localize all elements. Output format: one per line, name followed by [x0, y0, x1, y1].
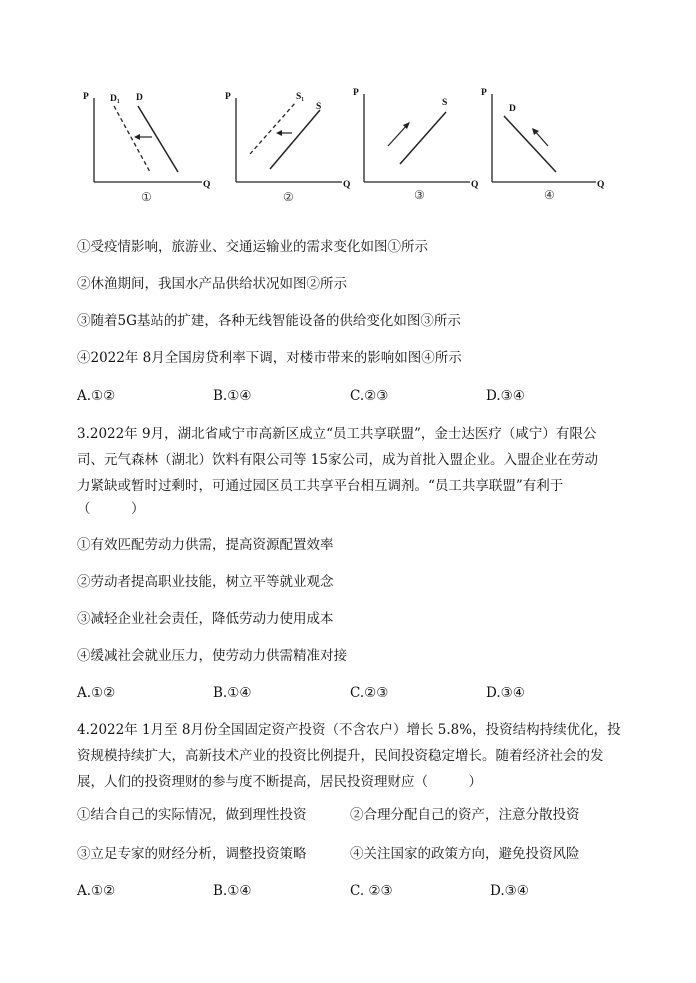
q4-option-b[interactable]: B.①④	[213, 883, 252, 899]
graph-4-d-label: D	[509, 104, 516, 114]
q4-stem-line-2: 资规模持续扩大，高新技术产业的投资比例提升，民间投资稳定增长。随着经济社会的发	[77, 748, 604, 764]
q4-item-3: ③立足专家的财经分析，调整投资策略	[77, 846, 307, 862]
q2-option-a[interactable]: A.①②	[77, 388, 116, 404]
graph-1-d1-label: D₁	[110, 94, 120, 104]
q3-item-4: ④缓减社会就业压力，使劳动力供需精准对接	[77, 648, 347, 664]
q4-item-2: ②合理分配自己的资产，注意分散投资	[350, 807, 580, 823]
graph-1-p-label: P	[83, 92, 89, 102]
q4-option-d[interactable]: D.③④	[490, 883, 529, 899]
q4-option-a[interactable]: A.①②	[77, 883, 116, 899]
q2-item-3: ③随着5G基站的扩建，各种无线智能设备的供给变化如图③所示	[77, 313, 461, 329]
q3-item-2: ②劳动者提高职业技能，树立平等就业观念	[77, 574, 334, 590]
q2-item-2: ②休渔期间，我国水产品供给状况如图②所示	[77, 276, 347, 292]
graph-2-s-label: S	[316, 102, 322, 112]
q3-item-1: ①有效匹配劳动力供需，提高资源配置效率	[77, 537, 334, 553]
graph-1-d-label: D	[136, 93, 143, 103]
graph-4	[478, 84, 618, 208]
graph-2-number: ②	[283, 190, 294, 204]
q2-item-4: ④2022年 8月全国房贷利率下调，对楼市带来的影响如图④所示	[77, 350, 462, 366]
graph-2-q-label: Q	[343, 180, 351, 190]
q2-option-c[interactable]: C.②③	[350, 388, 389, 404]
q3-stem-line-1: 3.2022年 9月，湖北省咸宁市高新区成立“员工共享联盟”，金士达医疗（咸宁）有限公	[77, 426, 597, 442]
graph-4-number: ④	[544, 188, 555, 202]
q3-option-c[interactable]: C.②③	[350, 685, 389, 701]
q3-stem-line-3: 力紧缺或暂时过剩时，可通过园区员工共享平台相互调剂。“员工共享联盟”有利于	[77, 478, 564, 494]
q4-item-4: ④关注国家的政策方向，避免投资风险	[350, 846, 580, 862]
graph-3-p-label: P	[353, 88, 359, 98]
q3-option-d[interactable]: D.③④	[486, 685, 525, 701]
q4-stem-line-1: 4.2022年 1月至 8月份全国固定资产投资（不含农户）增长 5.8%，投资结构持续优化，投	[77, 722, 621, 738]
graph-1-q-label: Q	[203, 180, 211, 190]
q2-item-1: ①受疫情影响，旅游业、交通运输业的需求变化如图①所示	[77, 239, 428, 255]
q4-stem-line-3: 展，人们的投资理财的参与度不断提高，居民投资理财应（ ）	[77, 774, 482, 790]
q3-item-3: ③减轻企业社会责任，降低劳动力使用成本	[77, 611, 334, 627]
graph-4-q-label: Q	[597, 180, 605, 190]
q3-answer-blank: （ ）	[77, 501, 145, 517]
q2-option-b[interactable]: B.①④	[213, 388, 252, 404]
graph-3-number: ③	[414, 188, 425, 202]
graph-3-q-label: Q	[471, 180, 479, 190]
graph-2	[222, 84, 362, 208]
q4-option-c[interactable]: C. ②③	[350, 883, 393, 899]
q3-option-b[interactable]: B.①④	[213, 685, 252, 701]
graph-3	[350, 84, 490, 208]
graph-2-p-label: P	[225, 92, 231, 102]
q3-stem-line-2: 司、元气森林（湖北）饮料有限公司等 15家公司，成为首批入盟企业。入盟企业在劳动	[77, 452, 598, 468]
graph-1	[80, 84, 220, 208]
graph-4-p-label: P	[481, 88, 487, 98]
graph-1-number: ①	[141, 190, 152, 204]
q2-option-d[interactable]: D.③④	[486, 388, 525, 404]
graph-3-s-label: S	[442, 98, 448, 108]
q3-option-a[interactable]: A.①②	[77, 685, 116, 701]
q4-item-1: ①结合自己的实际情况，做到理性投资	[77, 807, 307, 823]
graph-2-s1-label: S₁	[296, 92, 305, 102]
